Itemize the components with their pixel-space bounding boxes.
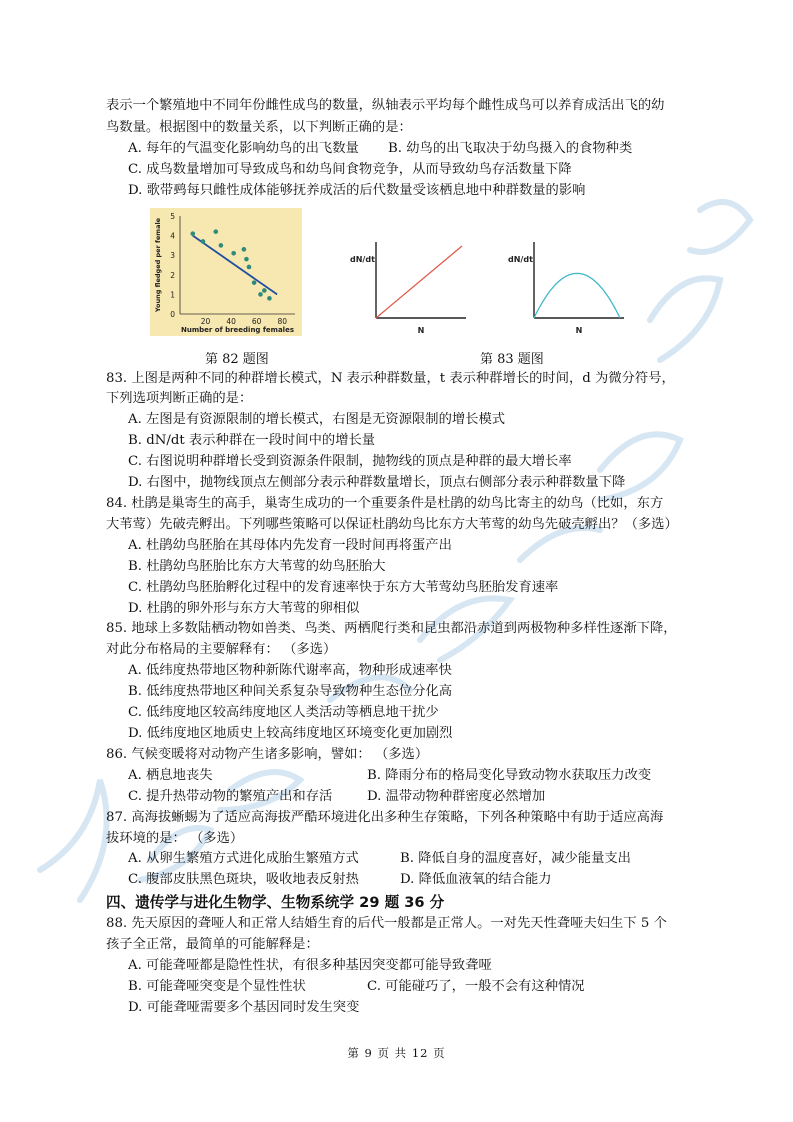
data-point bbox=[201, 239, 206, 244]
q83-option-b: B. dN/dt 表示种群在一段时间中的增长量 bbox=[128, 433, 376, 448]
data-point bbox=[244, 257, 249, 262]
q84-option-a: A. 杜鹃幼鸟胚胎在其母体内先发育一段时间再将蛋产出 bbox=[128, 538, 452, 553]
q82-option-d: D. 歌带鹀每只雌性成体能够抚养成活的后代数量受该栖息地中种群数量的影响 bbox=[128, 183, 586, 198]
q85-option-a: A. 低纬度热带地区物种新陈代谢率高，物种形成速率快 bbox=[128, 663, 452, 678]
q86-option-a: A. 栖息地丧失 bbox=[128, 768, 213, 783]
q88-option-d: D. 可能聋哑需要多个基因同时发生突变 bbox=[128, 1000, 360, 1015]
q88-option-c: C. 可能碰巧了，一般不会有这种情况 bbox=[367, 979, 585, 994]
x-axis-label: Number of breeding females bbox=[181, 326, 294, 334]
data-point bbox=[262, 288, 267, 293]
data-point bbox=[252, 280, 257, 285]
y-tick-label: 3 bbox=[170, 251, 175, 261]
q83-linear-growth-chart bbox=[350, 236, 470, 336]
q87-option-c: C. 腹部皮肤黑色斑块，吸收地表反射热 bbox=[128, 872, 359, 887]
q82-stem-line2: 鸟数量。根据图中的数量关系，以下判断正确的是： bbox=[106, 120, 412, 135]
q87-option-a: A. 从卵生繁殖方式进化成胎生繁殖方式 bbox=[128, 851, 359, 866]
q82-scatter-chart bbox=[150, 208, 302, 336]
q87-option-b: B. 降低自身的温度喜好，减少能量支出 bbox=[400, 851, 631, 866]
x-tick-label: 60 bbox=[251, 317, 262, 326]
q88-option-b: B. 可能聋哑突变是个显性性状 bbox=[128, 979, 306, 994]
q85-option-b: B. 低纬度热带地区种间关系复杂导致物种生态位分化高 bbox=[128, 684, 453, 699]
x-axis-label: N bbox=[417, 326, 425, 335]
y-tick-label: 5 bbox=[170, 212, 175, 221]
q86-option-d: D. 温带动物种群密度必然增加 bbox=[367, 789, 546, 804]
q83-stem-line1: 83. 上图是两种不同的种群增长模式，N 表示种群数量，t 表示种群增长的时间，d 为微分符号， bbox=[106, 371, 675, 386]
section-heading: 四、遗传学与进化生物学、生物系统学 29 题 36 分 bbox=[106, 894, 445, 911]
page-footer: 第 9 页 共 12 页 bbox=[347, 1046, 446, 1060]
q86-option-b: B. 降雨分布的格局变化导致动物水获取压力改变 bbox=[367, 768, 652, 783]
q82-option-b: B. 幼鸟的出飞取决于幼鸟摄入的食物种类 bbox=[388, 141, 633, 156]
y-tick-label: 1 bbox=[170, 290, 175, 300]
y-axis-label: dN/dt bbox=[350, 255, 375, 264]
fig83-caption: 第 83 题图 bbox=[480, 352, 544, 367]
q83-option-a: A. 左图是有资源限制的增长模式，右图是无资源限制的增长模式 bbox=[128, 412, 506, 427]
x-tick-label: 80 bbox=[277, 317, 287, 326]
q88-option-a: A. 可能聋哑都是隐性性状，有很多种基因突变都可能导致聋哑 bbox=[128, 958, 492, 973]
y-tick-label: 4 bbox=[170, 231, 175, 241]
y-axis-label: dN/dt bbox=[508, 255, 533, 264]
q83-stem-line2: 下列选项判断正确的是： bbox=[106, 391, 253, 406]
q83-option-c: C. 右图说明种群增长受到资源条件限制，抛物线的顶点是种群的最大增长率 bbox=[128, 454, 572, 469]
q88-stem-line2: 孩子全正常，最简单的可能解释是： bbox=[106, 937, 319, 952]
data-point bbox=[267, 296, 272, 301]
q86-option-c: C. 提升热带动物的繁殖产出和存活 bbox=[128, 789, 333, 804]
q84-option-c: C. 杜鹃幼鸟胚胎孵化过程中的发育速率快于东方大苇莺幼鸟胚胎发育速率 bbox=[128, 580, 559, 595]
q82-option-a: A. 每年的气温变化影响幼鸟的出飞数量 bbox=[128, 141, 359, 156]
q88-stem-line1: 88. 先天原因的聋哑人和正常人结婚生育的后代一般都是正常人。一对先天性聋哑夫妇生下 5 个 bbox=[106, 916, 667, 931]
q87-stem-line2: 拔环境的是： （多选） bbox=[106, 831, 244, 846]
q85-stem-line2: 对此分布格局的主要解释有： （多选） bbox=[106, 642, 337, 657]
q83-option-d: D. 右图中，抛物线顶点左侧部分表示种群数量增长，顶点右侧部分表示种群数量下降 bbox=[128, 475, 626, 490]
y-tick-label: 0 bbox=[170, 310, 175, 319]
data-point bbox=[247, 265, 252, 270]
y-tick-label: 2 bbox=[170, 270, 175, 280]
data-point bbox=[242, 247, 247, 252]
q85-option-c: C. 低纬度地区较高纬度地区人类活动等栖息地干扰少 bbox=[128, 705, 439, 720]
q87-option-d: D. 降低血液氧的结合能力 bbox=[400, 872, 552, 887]
q84-option-d: D. 杜鹃的卵外形与东方大苇莺的卵相似 bbox=[128, 601, 360, 616]
y-axis-label: Young fledged per female bbox=[154, 217, 162, 313]
q83-logistic-growth-chart bbox=[508, 236, 628, 336]
q85-option-d: D. 低纬度地区地质史上较高纬度地区环境变化更加剧烈 bbox=[128, 726, 453, 741]
fig82-caption: 第 82 题图 bbox=[205, 352, 269, 367]
q84-stem-line1: 84. 杜鹃是巢寄生的高手，巢寄生成功的一个重要条件是杜鹃的幼鸟比寄主的幼鸟（比如，东方 bbox=[106, 496, 664, 511]
data-point bbox=[213, 229, 218, 234]
data-point bbox=[258, 292, 263, 297]
series-line bbox=[534, 273, 620, 318]
q82-stem-line1: 表示一个繁殖地中不同年份雌性成鸟的数量，纵轴表示平均每个雌性成鸟可以养育成活出飞的幼 bbox=[106, 98, 665, 113]
data-point bbox=[231, 251, 236, 256]
x-tick-label: 40 bbox=[226, 317, 236, 326]
data-point bbox=[219, 243, 224, 248]
q84-option-b: B. 杜鹃幼鸟胚胎比东方大苇莺的幼鸟胚胎大 bbox=[128, 559, 386, 574]
q82-option-c: C. 成鸟数量增加可导致成鸟和幼鸟间食物竞争，从而导致幼鸟存活数量下降 bbox=[128, 162, 572, 177]
q85-stem-line1: 85. 地球上多数陆栖动物如兽类、鸟类、两栖爬行类和昆虫都沿赤道到两极物种多样性逐渐下降， bbox=[106, 621, 677, 636]
data-point bbox=[190, 231, 195, 236]
x-tick-label: 20 bbox=[200, 317, 211, 326]
series-line bbox=[376, 246, 462, 318]
q87-stem-line1: 87. 高海拔蜥蜴为了适应高海拔严酷环境进化出多种生存策略，下列各种策略中有助于适应高海 bbox=[106, 810, 664, 825]
q86-stem: 86. 气候变暖将对动物产生诸多影响，譬如： （多选） bbox=[106, 747, 429, 762]
x-axis-label: N bbox=[575, 326, 583, 335]
q84-stem-line2: 大苇莺）先破壳孵出。下列哪些策略可以保证杜鹃幼鸟比东方大苇莺的幼鸟先破壳孵出？（多选） bbox=[106, 517, 678, 532]
